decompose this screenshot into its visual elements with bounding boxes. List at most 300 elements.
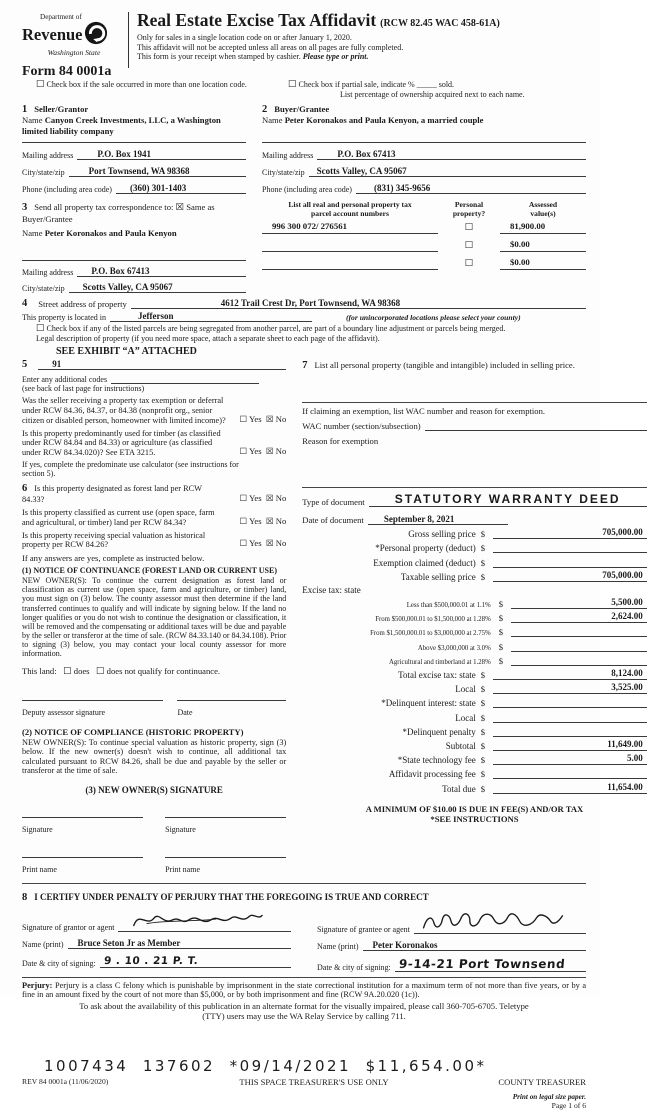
buyer-name-label: Name [262, 115, 283, 126]
fin-label: Local [455, 712, 476, 723]
legal-description-value: SEE EXHIBIT “A” ATTACHED [56, 346, 197, 358]
form-title: Real Estate Excise Tax Affidavit [137, 10, 377, 30]
county-treasurer-label: COUNTY TREASURER [498, 1077, 586, 1088]
personal-property-label: List all personal property (tangible and intangible) included in selling price. [314, 360, 575, 371]
personal-property-blank [302, 373, 646, 399]
correspondence-name [22, 228, 246, 238]
personal-col-header [442, 201, 496, 218]
grantor-name-row [22, 938, 291, 949]
seller-mailing-value: P.O. Box 1941 [77, 149, 246, 160]
grantee-name-label: Name (print) [317, 941, 359, 951]
fin-value [511, 640, 647, 652]
seller-name-field [22, 115, 246, 143]
new-owner-signature-title: (3) NEW OWNER(S) SIGNATURE [85, 784, 223, 795]
parcel-col1-line2: parcel account numbers [311, 209, 389, 219]
grantee-date-value [395, 957, 586, 972]
owner-signature-line-2 [165, 817, 286, 818]
alt-format-line2: (TTY) users may use the WA Relay Service by calling 711. [202, 1011, 406, 1022]
parties-columns [22, 104, 586, 293]
current-use-question: Is this property classified as current use (open space, farm and agricultural, or timber) land per RCW 84.34? [22, 508, 215, 527]
dollar-sign: $ [480, 712, 485, 723]
dollar-sign: $ [480, 740, 485, 751]
signing-columns [22, 909, 586, 972]
checkbox-unchecked-icon: ☐ [36, 323, 45, 334]
checkbox-unchecked-icon: ☐ [288, 79, 297, 90]
parcel-col3-line1: Assessed [528, 200, 558, 210]
deputy-signature-field [22, 700, 163, 720]
fin-value: 8,124.00 [493, 668, 647, 680]
parcel-number [262, 257, 438, 270]
parcel-col1-line1: List all real and personal property tax [288, 200, 412, 210]
title-block [137, 8, 586, 61]
middle-columns [22, 359, 643, 876]
logo-dept-text: Department of [40, 13, 82, 21]
fin-value: 11,654.00 [493, 782, 647, 794]
fin-value [493, 556, 647, 568]
buyer-heading-label: Buyer/Grantee [274, 104, 330, 115]
dollar-sign: $ [480, 755, 485, 766]
grantor-signing-block [22, 909, 291, 972]
notice-compliance-title: (2) NOTICE OF COMPLIANCE (HISTORIC PROPERTY) [22, 726, 244, 737]
personal-property-heading [302, 359, 646, 373]
dollar-sign: $ [498, 641, 503, 652]
checkbox-unchecked-icon: ☐ [464, 259, 474, 270]
does-label: does [73, 666, 90, 677]
fin-label: Exemption claimed (deduct) [373, 557, 476, 568]
dollar-sign: $ [480, 726, 485, 737]
alt-format-line1: To ask about the availability of this publication in an alternate format for the visually impaired, please call 360-705-6705. Teletype [79, 1001, 529, 1012]
yes-no-answer: ☐ Yes ☒ No [239, 413, 287, 424]
grantee-signing-block [317, 909, 586, 972]
parcel-col2-line1: Personal [454, 200, 484, 210]
fin-label: Excise tax: state [302, 584, 361, 595]
additional-codes-note: (see back of last page for instructions) [22, 384, 145, 394]
buyer-name-value: Peter Koronakos and Paula Kenyon, a married couple [284, 115, 484, 126]
segregated-check-label: Check box if any of the listed parcels are being segregated from another parcel, are part of a boundary line adjustment or parcels being merged. [46, 323, 506, 333]
buyer-mailing-label: Mailing address [262, 151, 314, 161]
correspondence-name-value: Peter Koronakos and Paula Kenyon [44, 227, 177, 238]
additional-codes-row [22, 373, 286, 384]
checkbox-checked-icon: ☒ [175, 203, 185, 214]
grantee-signature-label: Signature of grantee or agent [317, 924, 410, 934]
dollar-sign: $ [480, 684, 485, 695]
street-address-value: 4612 Trail Crest Dr, Port Townsend, WA 98368 [131, 298, 586, 309]
fin-value: 3,525.00 [493, 682, 647, 694]
fin-value [493, 725, 647, 737]
rev-number: REV 84 0001a (11/06/2020) [22, 1077, 109, 1087]
location-code-value: 91 [38, 359, 286, 370]
fin-row-totaldue [302, 782, 646, 794]
grantee-date-label: Date & city of signing: [317, 962, 391, 972]
seller-section [22, 104, 246, 293]
section-8-number: 8 [22, 891, 28, 903]
parcel-number: 996 300 072/ 276561 [262, 221, 438, 234]
fin-value: 705,000.00 [493, 570, 647, 582]
footer-right-block [436, 1077, 586, 1110]
located-in-label: This property is located in [22, 312, 106, 322]
seller-city-label: City/state/zip [22, 168, 65, 178]
wac-number-label: WAC number (section/subsection) [302, 420, 421, 431]
historic-question-row [22, 531, 286, 551]
document-type-value: STATUTORY WARRANTY DEED [369, 492, 647, 507]
dollar-sign: $ [480, 543, 485, 554]
buyer-mailing-row [262, 149, 586, 160]
owner-signature-field-2 [165, 817, 286, 837]
fin-label: Total due [442, 783, 476, 794]
checkbox-unchecked-icon: ☐ [36, 79, 45, 90]
fin-label: Gross selling price [408, 529, 476, 540]
treasurer-space-label: THIS SPACE TREASURER'S USE ONLY [239, 1077, 389, 1088]
divider-line [302, 487, 646, 488]
fin-row-taxable [302, 570, 646, 582]
located-in-value: Jefferson [110, 311, 312, 322]
owner-print-field-2 [165, 857, 286, 877]
see-instructions-note: *SEE INSTRUCTIONS [430, 813, 519, 824]
assessed-value: $0.00 [500, 257, 586, 270]
fin-value [511, 625, 647, 637]
exemption-reason-label: Reason for exemption [302, 435, 379, 446]
dollar-sign: $ [480, 571, 485, 582]
ownership-percent-label: List percentage of ownership acquired next to each name. [340, 90, 525, 100]
buyer-city-row [262, 166, 586, 177]
correspondence-mailing-row [22, 266, 246, 277]
deputy-signature-line [22, 700, 163, 701]
grantor-signature [118, 909, 291, 932]
partial-sale-label: Check box if partial sale, indicate % _____ sold. [298, 79, 455, 89]
correspondence-name-label: Name [22, 227, 43, 238]
this-land-label: This land: [22, 666, 57, 677]
yes-no-answer: ☐ Yes ☒ No [239, 493, 287, 504]
timber-question-row [22, 429, 286, 458]
document-date-label: Date of document [302, 514, 364, 525]
buyer-phone-row [262, 183, 586, 194]
correspondence-city-value: Scotts Valley, CA 95067 [69, 282, 246, 293]
located-in-row [22, 311, 586, 322]
seller-city-value: Port Townsend, WA 98368 [69, 166, 246, 177]
fin-row-gross [302, 527, 646, 539]
correspondence-label: Send all property tax correspondence to: [34, 202, 174, 213]
multi-location-check [36, 80, 288, 100]
fin-label: *State technology fee [397, 755, 476, 766]
perjury-body: Perjury is a class C felony which is punishable by imprisonment in the state correctional institution for a maximum term of not more than five years, or by a fine in an amount fixed by the court of not more than $5,000, or by both imprisonment and fine (RCW 9A.20.020 (1c)). [22, 980, 586, 1000]
top-checkbox-row [22, 80, 586, 100]
segregated-check-row [36, 324, 586, 335]
seller-phone-label: Phone (including area code) [22, 185, 112, 195]
fin-row-delinq-int [302, 696, 646, 708]
multi-location-label: Check box if the sale occurred in more than one location code. [46, 79, 247, 89]
print-note: Print on legal size paper. [512, 1093, 586, 1102]
dor-logo [22, 8, 126, 79]
current-use-question-row [22, 508, 286, 528]
header [22, 8, 586, 79]
fin-value: 5,500.00 [511, 597, 647, 609]
fin-label: Above $3,000,000 at 3.0% [417, 644, 491, 652]
parcel-col-header [262, 201, 438, 218]
owner-signature-label-2: Signature [165, 824, 196, 834]
fin-label: Affidavit processing fee [388, 769, 476, 780]
divider-line [302, 402, 646, 403]
fin-value: 2,624.00 [511, 611, 647, 623]
header-note-1: Only for sales in a single location code on or after January 1, 2020. [137, 33, 352, 43]
header-note-3 [137, 52, 586, 61]
fin-label: *Personal property (deduct) [375, 543, 476, 554]
partial-sale-check [288, 80, 525, 100]
correspondence-mailing-value: P.O. Box 67413 [77, 266, 246, 277]
seller-heading [22, 104, 246, 115]
grantor-name-value: Bruce Seton Jr as Member [68, 938, 291, 949]
historic-question: Is this property receiving special valuation as historical property per RCW 84.26? [22, 530, 206, 550]
street-address-label: Street address of property [38, 298, 127, 309]
fin-value [493, 584, 647, 595]
grantor-date-handwriting: 9 . 10 . 21 P. T. [103, 954, 199, 967]
sections-5-6 [22, 359, 286, 876]
fin-value [511, 654, 647, 666]
perjury-paragraph [22, 981, 586, 1000]
land-qualify-row [22, 666, 286, 678]
dollar-sign: $ [480, 698, 485, 709]
parcel-table-header [262, 201, 586, 218]
fin-row-techfee [302, 753, 646, 765]
predominate-use-note: If yes, complete the predominate use calculator (see instructions for section 5). [22, 459, 239, 478]
revenue-swirl-icon [84, 21, 108, 49]
correspondence-name-line [22, 250, 246, 261]
section-7-number: 7 [302, 360, 308, 372]
dollar-sign: $ [498, 599, 503, 610]
grantor-date-label: Date & city of signing: [22, 958, 96, 968]
buyer-name-field [262, 115, 586, 143]
grantor-signature-row [22, 909, 291, 932]
deputy-date-field [177, 700, 286, 720]
fin-row-local2 [302, 711, 646, 723]
buyer-section [262, 104, 586, 293]
fin-value: 11,649.00 [493, 739, 647, 751]
owner-print-label-2: Print name [165, 864, 201, 874]
dollar-sign: $ [480, 529, 485, 540]
additional-codes-label: Enter any additional codes [22, 375, 108, 385]
buyer-city-value: Scotts Valley, CA 95067 [309, 166, 586, 177]
grantor-signature-label: Signature of grantor or agent [22, 922, 115, 932]
seller-heading-label: Seller/Grantor [34, 104, 89, 115]
owner-print-line-2 [165, 857, 286, 858]
buyer-phone-label: Phone (including area code) [262, 185, 352, 195]
seller-mailing-label: Mailing address [22, 151, 74, 161]
fin-row-agtimber [302, 654, 646, 666]
section-8 [22, 887, 586, 972]
section-4 [22, 298, 586, 358]
certify-heading-text: I CERTIFY UNDER PENALTY OF PERJURY THAT THE FOREGOING IS TRUE AND CORRECT [34, 891, 429, 902]
section-3-heading [22, 202, 246, 224]
dollar-sign: $ [498, 613, 503, 624]
document-date-value: September 8, 2021 [368, 514, 508, 525]
grantor-date-row [22, 955, 291, 968]
certify-heading [22, 887, 586, 905]
grantee-signature [414, 909, 586, 934]
same-as-buyer-label: Same as Buyer/Grantee [22, 202, 215, 224]
exemption-claim-note: If claiming an exemption, list WAC number and reason for exemption. [302, 405, 546, 416]
grantor-date-value [100, 955, 291, 968]
seller-name-label: Name [22, 115, 43, 126]
divider-line [22, 883, 586, 884]
fin-row-subtotal [302, 739, 646, 751]
timber-question: Is this property predominantly used for timber (as classified under RCW 84.84 and 84.33) or agriculture (as classified under RCW 84.34.020)? See ETA 3215. [22, 428, 221, 458]
owner-print-field-1 [22, 857, 143, 877]
checkbox-unchecked-icon: ☐ [464, 223, 474, 234]
notice-continuance-body: NEW OWNER(S): To continue the current designation as forest land or classification as current use (open space, farm and agriculture, or timber) land, you must sign on (3) below. The county assessor must then determine if the land transferred continues to qualify and will indicate by signing below. If the land no longer qualifies or you do not wish to continue the designation or classification, it will be removed and the compensating or additional taxes will be due and payable by the seller or transferor at the time of sale. (RCW 84.33.140 or 84.34.108). Prior to signing (3) below, you may contact your local county assessor for more information. [22, 576, 287, 659]
fin-row-personal [302, 541, 646, 553]
exemption-question: Was the seller receiving a property tax exemption or deferral under RCW 84.36, 84.37, or 84.38 (nonprofit org., senior citizen or disabled person, homeowner with limited income)? [22, 396, 226, 425]
section-5-number: 5 [22, 359, 28, 371]
if-yes-note: If any answers are yes, complete as instructed below. [22, 553, 205, 564]
owner-signature-label-1: Signature [22, 824, 53, 834]
checkbox-unchecked-icon: ☐ [95, 667, 105, 678]
parcel-col2-line2: property? [452, 209, 486, 219]
fin-value: 705,000.00 [493, 527, 647, 539]
fin-label: Subtotal [445, 740, 476, 751]
section-4-number: 4 [22, 297, 28, 309]
fin-value [493, 696, 647, 708]
yes-no-answer: ☐ Yes ☒ No [239, 445, 287, 456]
header-divider [128, 12, 129, 68]
parcel-col3-line2: value(s) [530, 209, 556, 219]
owner-print-names-row [22, 857, 286, 877]
parcel-number [262, 239, 438, 252]
fin-row-rate3 [302, 625, 646, 637]
buyer-mailing-value: P.O. Box 67413 [317, 149, 586, 160]
buyer-phone-value: (831) 345-9656 [356, 183, 586, 194]
additional-codes-value [111, 373, 259, 384]
dollar-sign: $ [498, 627, 503, 638]
section-6-number: 6 [22, 482, 28, 494]
notice-continuance-title: (1) NOTICE OF CONTINUANCE (FOREST LAND OR CURRENT USE) [22, 566, 277, 576]
fin-row-rate1 [302, 597, 646, 609]
treasurer-stamp: 1007434 137602 *09/14/2021 $11,654.00* [44, 1057, 487, 1076]
owner-signature-line-1 [22, 817, 143, 818]
fin-row-rate4 [302, 640, 646, 652]
seller-phone-row [22, 183, 246, 194]
dollar-sign: $ [480, 783, 485, 794]
fin-row-excise-state [302, 584, 646, 595]
form-number: Form 84 0001a [22, 63, 112, 79]
section-3-number: 3 [22, 202, 28, 214]
correspondence-city-label: City/state/zip [22, 283, 65, 293]
fin-label: *Delinquent penalty [402, 726, 476, 737]
dollar-sign: $ [498, 655, 503, 666]
deputy-signature-label: Deputy assessor signature [22, 707, 106, 717]
does-not-label: does not qualify for continuance. [106, 666, 221, 677]
fin-row-rate2 [302, 611, 646, 623]
buyer-heading [262, 104, 586, 115]
fin-label: *Delinquent interest: state [381, 698, 476, 709]
fin-row-local [302, 682, 646, 694]
assessed-col-header [500, 201, 586, 218]
fin-label: From $500,000.01 to $1,500,000 at 1.28% [375, 616, 491, 624]
assessed-value: 81,900.00 [500, 221, 586, 234]
deputy-date-line [177, 700, 286, 701]
fin-row-total-state [302, 668, 646, 680]
grantee-name-value: Peter Koronakos [363, 940, 586, 951]
seller-name-value: Canyon Creek Investments, LLC, a Washington limited liability company [22, 115, 221, 137]
checkbox-unchecked-icon: ☐ [464, 241, 474, 252]
fin-row-affidfee [302, 767, 646, 779]
header-note-2: This affidavit will not be accepted unless all areas on all pages are fully completed. [137, 42, 404, 52]
fin-label: Agricultural and timberland at 1.28% [389, 658, 491, 666]
fin-label: Total excise tax: state [398, 670, 476, 680]
logo-state-text: Washington State [47, 48, 101, 58]
logo-revenue-text: Revenue [22, 24, 83, 44]
fin-value [493, 541, 647, 553]
forest-land-question-row [22, 483, 286, 505]
deputy-date-label: Date [177, 707, 193, 717]
grantee-date-row [317, 957, 586, 972]
wac-number-row [302, 420, 646, 431]
wac-number-value [425, 420, 647, 431]
perjury-label: Perjury: [22, 980, 53, 990]
parcel-table-rows [262, 221, 586, 270]
fin-label: From $1,500,000.01 to $3,000,000 at 2.75% [370, 630, 491, 638]
section-1-number: 1 [22, 104, 28, 116]
deputy-assessor-row [22, 700, 286, 720]
located-in-note: (for unincorporated locations please select your county) [345, 312, 521, 322]
grantee-signature-row [317, 909, 586, 934]
fin-value [493, 767, 647, 779]
page-number: Page 1 of 6 [551, 1101, 586, 1110]
header-note-3-text: This form is your receipt when stamped by cashier. [137, 51, 303, 61]
correspondence-mailing-label: Mailing address [22, 267, 74, 277]
owner-print-label-1: Print name [22, 864, 57, 874]
forest-land-question-text: Is this property designated as forest land per RCW 84.33? [22, 483, 202, 505]
fin-row-exemption [302, 556, 646, 568]
section-7-financial [302, 359, 646, 876]
fin-label: Less than $500,000.01 at 1.1% [406, 602, 491, 610]
yes-no-answer: ☐ Yes ☒ No [239, 538, 287, 549]
footer-row [22, 1077, 586, 1110]
grantor-name-label: Name (print) [22, 939, 64, 949]
buyer-city-label: City/state/zip [262, 168, 305, 178]
fin-label: Taxable selling price [400, 571, 476, 582]
owner-print-line-1 [22, 857, 143, 858]
fin-row-delinq-pen [302, 725, 646, 737]
correspondence-city-row [22, 282, 246, 293]
section-2-number: 2 [262, 104, 268, 116]
grantee-name-row [317, 940, 586, 951]
grantee-date-handwriting: 9-14-21 Port Townsend [398, 956, 566, 971]
street-address-row [22, 298, 586, 309]
minimum-due-note: A MINIMUM OF $10.00 IS DUE IN FEE(S) AND/OR TAX [365, 803, 584, 814]
seller-phone-value: (360) 301-1403 [116, 183, 246, 194]
yes-no-answer: ☐ Yes ☒ No [239, 515, 287, 526]
owner-signatures-row [22, 817, 286, 837]
document-type-row [302, 492, 646, 507]
owner-signature-field-1 [22, 817, 143, 837]
location-code-row [22, 359, 286, 370]
form-title-rcw: (RCW 82.45 WAC 458-61A) [380, 18, 500, 29]
document-type-label: Type of document [302, 496, 365, 507]
legal-description-label: Legal description of property (if you need more space, attach a separate sheet to each page of the affidavit). [36, 334, 380, 344]
exemption-reason-blank [302, 446, 646, 484]
assessed-value: $0.00 [500, 239, 586, 252]
dollar-sign: $ [480, 557, 485, 568]
seller-city-row [22, 166, 246, 177]
header-note-3-italic: Please type or print. [302, 51, 369, 61]
fin-value [493, 711, 647, 723]
checkbox-unchecked-icon: ☐ [63, 667, 72, 678]
notice-compliance-body: NEW OWNER(S): To continue special valuation as historic property, sign (3) below. If the new owner(s) doesn't wish to continue, all additional tax calculated pursuant to RCW 84.26, shall be due and payable by the seller or transferor at the time of sale. [22, 737, 287, 776]
exemption-question-row [22, 396, 286, 425]
fin-label: Local [455, 684, 476, 695]
dollar-sign: $ [480, 670, 485, 680]
fin-value: 5.00 [493, 753, 647, 765]
seller-mailing-row [22, 149, 246, 160]
